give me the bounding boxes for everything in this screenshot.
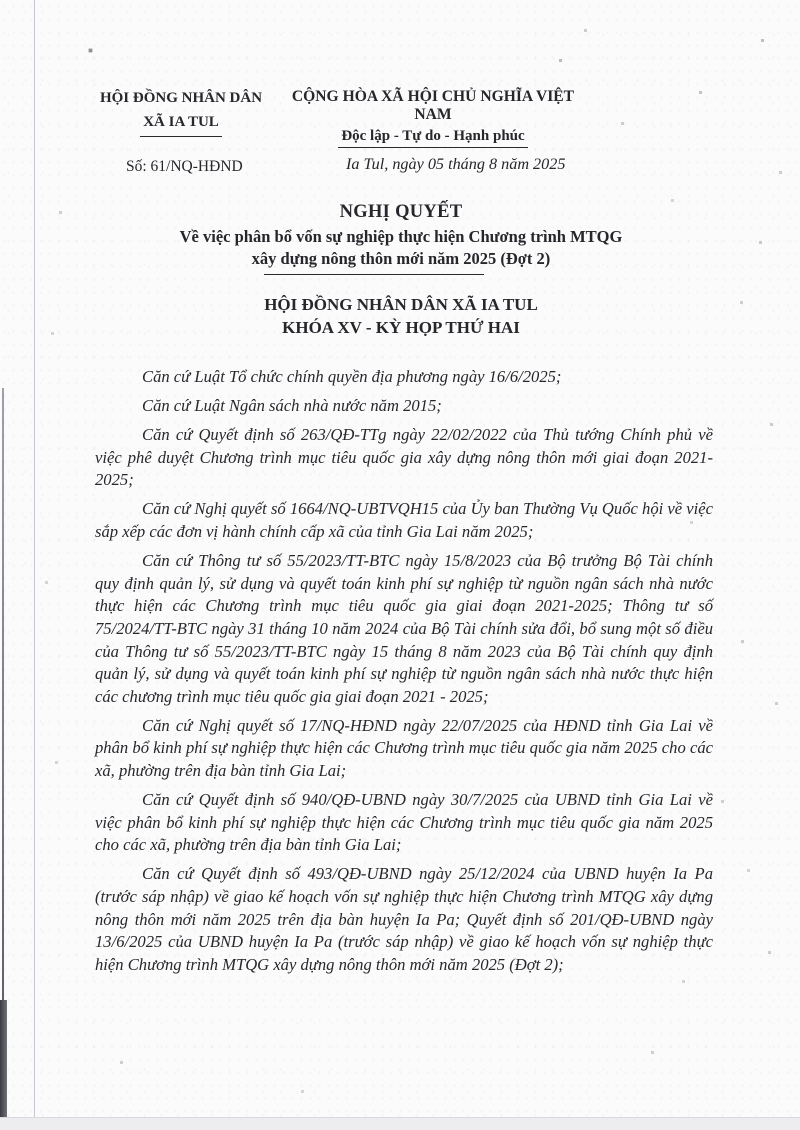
issuing-authority-name: HỘI ĐỒNG NHÂN DÂN <box>99 90 263 106</box>
scan-edge-shadow-thin <box>2 388 4 1003</box>
commune-name: XÃ IA TUL <box>88 110 274 137</box>
document-subject-line1: Về việc phân bổ vốn sự nghiệp thực hiện Chương trình MTQG <box>179 227 623 246</box>
legal-basis-paragraph: Căn cứ Nghị quyết số 17/NQ-HĐND ngày 22/07/2025 của HĐND tỉnh Gia Lai về phân bổ kinh phí sự nghiệp thực hiện các Chương trình mục tiêu quốc gia năm 2025 cho các xã, phường trên địa bàn tỉnh Gia Lai; <box>95 715 713 780</box>
national-motto: Độc lập - Tự do - Hạnh phúc <box>272 128 594 148</box>
document-number: Số: 61/NQ-HĐND <box>126 158 243 175</box>
legal-basis-paragraph: Căn cứ Quyết định số 940/QĐ-UBND ngày 30/7/2025 của UBND tỉnh Gia Lai về việc phân bổ kinh phí sự nghiệp thực hiện các Chương trình mục tiêu quốc gia năm 2025 cho các xã, phường trên địa bàn tỉnh Gia Lai; <box>95 790 713 855</box>
document-type-heading: NGHỊ QUYẾT <box>339 202 463 222</box>
issuing-authority-block <box>88 86 274 137</box>
document-subject-line2: xây dựng nông thôn mới năm 2025 (Đợt 2) <box>251 249 551 268</box>
legal-basis-paragraph: Căn cứ Quyết định số 493/QĐ-UBND ngày 25/12/2024 của UBND huyện Ia Pa (trước sáp nhập) về giao kế hoạch vốn sự nghiệp thực hiện Chương trình MTQG xây dựng nông thôn mới năm 2025 trên địa bàn huyện Ia Pa; Quyết định số 201/QĐ-UBND ngày 13/6/2025 của UBND huyện Ia Pa (trước sáp nhập) về giao kế hoạch vốn sự nghiệp thực hiện Chương trình MTQG xây dựng nông thôn mới năm 2025 (Đợt 2); <box>95 864 713 974</box>
scan-edge-shadow-thick <box>0 1000 7 1117</box>
legal-basis-paragraph: Căn cứ Thông tư số 55/2023/TT-BTC ngày 15/8/2023 của Bộ trưởng Bộ Tài chính quy định quản lý, sử dụng và quyết toán kinh phí sự nghiệp từ nguồn ngân sách nhà nước thực hiện các Chương trình mục tiêu quốc gia giai đoạn 2021-2025; Thông tư số 75/2024/TT-BTC ngày 31 tháng 10 năm 2024 của Bộ Tài chính sửa đổi, bổ sung một số điều của Thông tư số 55/2023/TT-BTC ngày 15 tháng 8 năm 2023 của Bộ Tài chính quy định quản lý, sử dụng và quyết toán kinh phí sự nghiệp từ nguồn ngân sách nhà nước thực hiện các chương trình mục tiêu quốc gia giai đoạn 2021 - 2025; <box>95 551 713 706</box>
legal-basis-paragraph: Căn cứ Luật Ngân sách nhà nước năm 2015; <box>142 396 442 416</box>
national-title: CỘNG HÒA XÃ HỘI CHỦ NGHĨA VIỆT NAM <box>291 88 575 123</box>
legal-basis-paragraph: Căn cứ Nghị quyết số 1664/NQ-UBTVQH15 của Ủy ban Thường Vụ Quốc hội về việc sắp xếp các đơn vị hành chính cấp xã của tỉnh Gia Lai năm 2025; <box>95 499 713 542</box>
legal-basis-section <box>95 366 713 983</box>
place-and-date: Ia Tul, ngày 05 tháng 8 năm 2025 <box>346 155 566 173</box>
issuer-line1: HỘI ĐỒNG NHÂN DÂN XÃ IA TUL <box>264 295 538 314</box>
document-title-block <box>92 202 710 339</box>
title-separator-line <box>264 274 484 275</box>
issuer-block <box>92 294 710 339</box>
legal-basis-paragraph: Căn cứ Luật Tổ chức chính quyền địa phương ngày 16/6/2025; <box>142 367 562 386</box>
legal-basis-paragraph: Căn cứ Quyết định số 263/QĐ-TTg ngày 22/02/2022 của Thủ tướng Chính phủ về việc phê duyệt Chương trình mục tiêu quốc gia xây dựng nông thôn mới giai đoạn 2021-2025; <box>95 425 713 490</box>
national-header-block <box>272 88 594 148</box>
issuer-line2: KHÓA XV - KỲ HỌP THỨ HAI <box>282 317 520 337</box>
scan-fold-line <box>34 0 35 1117</box>
scan-noise-speckles <box>0 0 1 1</box>
